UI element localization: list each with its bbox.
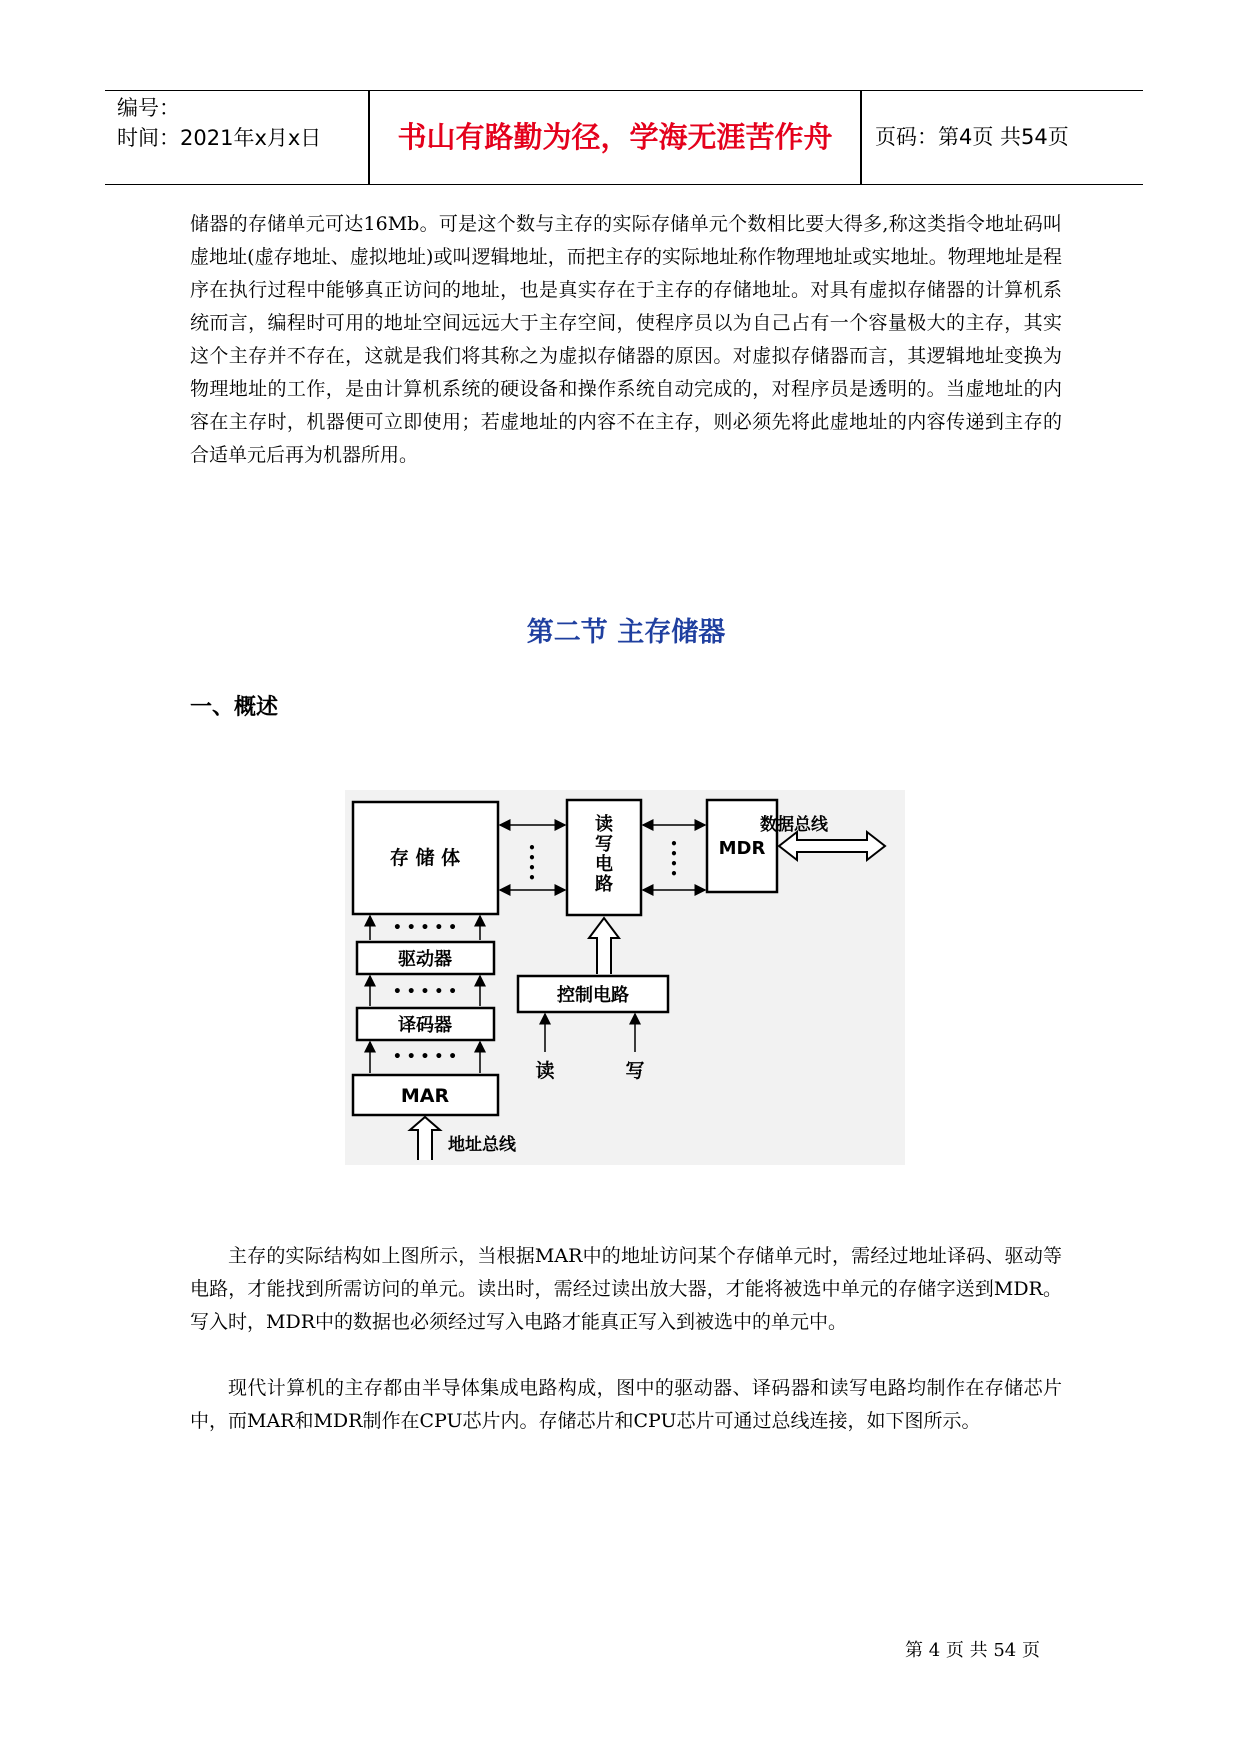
dots: • • • • • xyxy=(392,1049,458,1065)
section-title: 第二节 主存储器 xyxy=(526,617,726,648)
dots: • • • • • xyxy=(392,920,458,936)
rw-char-3: 电 xyxy=(595,854,613,875)
svg-text:•: • xyxy=(670,857,678,871)
control-to-rw-arrow xyxy=(589,918,619,974)
control-label: 控制电路 xyxy=(557,985,629,1006)
body-paragraph: 储器的存储单元可达16Mb。可是这个数与主存的实际存储单元个数相比要大得多,称这类指令地址码叫虚地址(虚存地址、虚拟地址)或叫逻辑地址，而把主存的实际地址称作物理地址或实地址。物理地址是程序在执行过程中能够真正访问的地址，也是真实存在于主存的存储地址。对具有虚拟存储器的计算机系统而言，编程时可用的地址空间远远大于主存空间，使程序员以为自己占有一个容量极大的主存，其实这个主存并不存在，这就是我们将其称之为虚拟存储器的原因。对虚拟存储器而言，其逻辑地址变换为物理地址的工作，是由计算机系统的硬设备和操作系统自动完成的，对程序员是透明的。当虚地址的内容在主存时，机器便可立即使用；若虚地址的内容不在主存，则必须先将此虚地址的内容传递到主存的合适单元后再为机器所用。 xyxy=(190,213,1062,466)
driver-label: 驱动器 xyxy=(398,949,452,970)
page-footer: 第 4 页 共 54 页 xyxy=(905,1640,1040,1661)
body-paragraph: 现代计算机的主存都由半导体集成电路构成，图中的驱动器、译码器和读写电路均制作在存储芯片中，而MAR和MDR制作在CPU芯片内。存储芯片和CPU芯片可通过总线连接，如下图所示。 xyxy=(190,1377,1062,1432)
write-label: 写 xyxy=(625,1060,645,1082)
header-meta xyxy=(117,93,367,153)
mdr-label: MDR xyxy=(718,838,766,859)
data-bus-arrow xyxy=(779,832,885,860)
address-bus-label: 地址总线 xyxy=(448,1135,516,1155)
header-number: 编号： xyxy=(117,96,180,120)
dots: • • • • • xyxy=(392,984,458,1000)
svg-text:•: • xyxy=(670,837,678,851)
address-bus-arrow xyxy=(410,1117,440,1160)
read-label: 读 xyxy=(535,1060,555,1082)
svg-text:•: • xyxy=(528,861,536,875)
memory-structure-diagram xyxy=(345,790,905,1165)
storage-label: 存 储 体 xyxy=(389,847,461,869)
svg-text:•: • xyxy=(528,841,536,855)
svg-text:•: • xyxy=(528,851,536,865)
decoder-label: 译码器 xyxy=(398,1015,452,1036)
header-time: 时间：2021年x月x日 xyxy=(117,126,322,150)
header-page-number: 页码：第4页 共54页 xyxy=(875,125,1069,149)
rw-char-2: 写 xyxy=(595,834,613,855)
data-bus-label: 数据总线 xyxy=(760,815,828,835)
diagram-svg xyxy=(345,790,905,1165)
svg-text:•: • xyxy=(670,847,678,861)
header-divider xyxy=(860,91,862,184)
svg-text:•: • xyxy=(670,867,678,881)
subheading: 一、概述 xyxy=(190,695,279,720)
mar-label: MAR xyxy=(400,1085,450,1107)
svg-text:•: • xyxy=(528,871,536,885)
body-paragraph: 主存的实际结构如上图所示，当根据MAR中的地址访问某个存储单元时，需经过地址译码、驱动等电路，才能找到所需访问的单元。读出时，需经过读出放大器，才能将被选中单元的存储字送到MDR。写入时，MDR中的数据也必须经过写入电路才能真正写入到被选中的单元中。 xyxy=(190,1245,1062,1333)
rw-char-4: 路 xyxy=(595,874,613,895)
page-header xyxy=(105,90,1143,185)
rw-char-1: 读 xyxy=(595,814,613,835)
header-motto: 书山有路勤为径，学海无涯苦作舟 xyxy=(397,120,833,154)
